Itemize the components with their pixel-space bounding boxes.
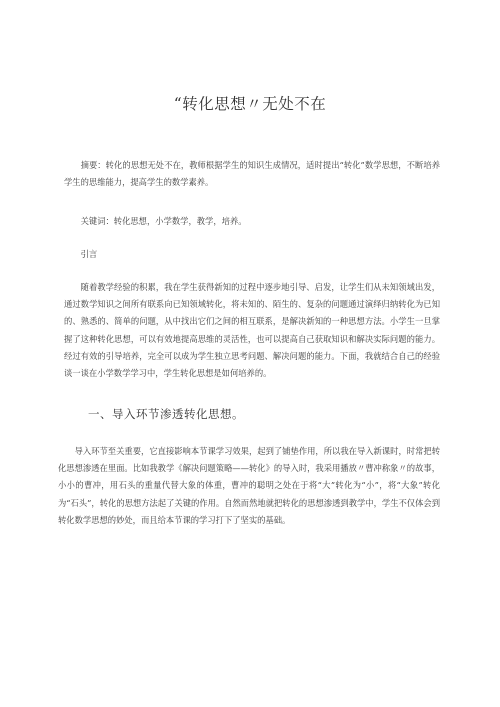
section-1-paragraph: 导入环节至关重要，它直接影响本节课学习效果，起到了铺垫作用，所以我在导入新课时，时常把转化思想渗透在里面。比如我教学《解决问题策略——转化》的导入时，我采用播放〃曹冲称象〃的故事，小小的曹冲，用石头的重量代替大象的体重，曹冲的聪明之处在于将“大”转化为“小”，将“大象”转化为“石头”，转化的思想方法起了关键的作用。自然而然地就把转化的思想渗透到教学中，学生不仅体会到转化数学思想的妙处，而且给本节课的学习打下了坚实的基础。 (58, 446, 440, 525)
abstract-paragraph: 摘要：转化的思想无处不在，教师根据学生的知识生成情况，适时提出“转化”数学思想，不断培养学生的思维能力，提高学生的数学素养。 (64, 160, 440, 188)
document-title: “转化思想〃无处不在 (173, 95, 327, 113)
intro-label: 引言 (80, 249, 98, 259)
keywords-paragraph: 关键词：转化思想，小学数学，教学，培养。 (80, 216, 247, 226)
section-heading-1: 一、导入环节渗透转化思想。 (88, 407, 244, 421)
intro-paragraph: 随着教学经验的积累，我在学生获得新知的过程中逐步地引导、启发，让学生们从未知领域出发，通过数学知识之间所有联系向已知领域转化，将未知的、陌生的、复杂的问题通过演绎归纳转化为已知的、熟悉的、简单的问题，从中找出它们之间的相互联系，是解决新知的一种思想方法。小学生一旦掌握了这种转化思想，可以有效地提高思维的灵活性，也可以提高自己获取知识和解决实际问题的能力。经过有效的引导培养，完全可以成为学生独立思考问题、解决问题的能力。下面，我就结合自己的经验谈一谈在小学数学学习中，学生转化思想是如何培养的。 (64, 282, 440, 379)
